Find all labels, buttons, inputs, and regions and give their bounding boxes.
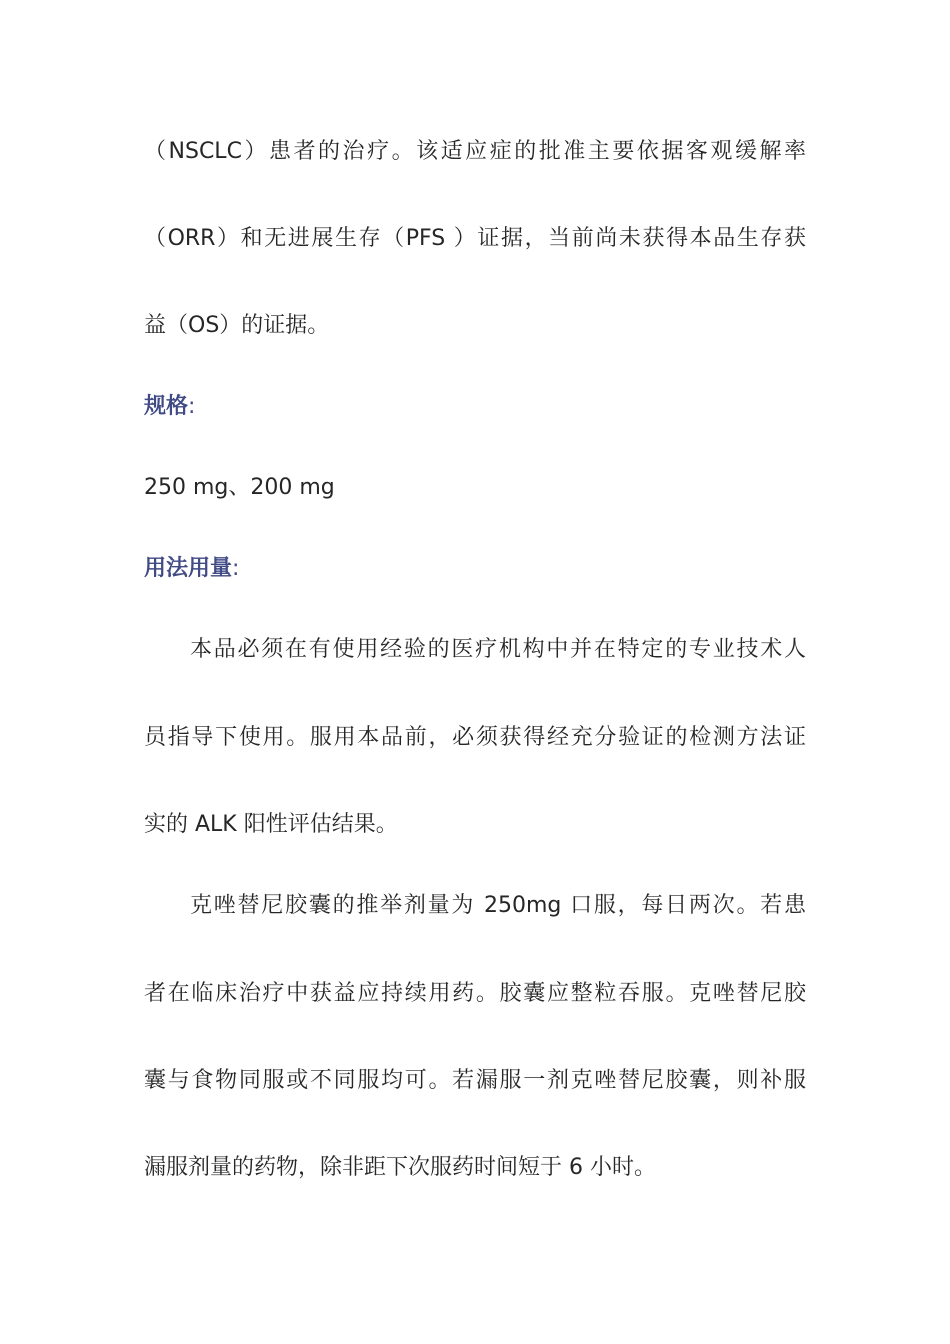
spec-heading-text: 规格 <box>144 394 189 419</box>
indication-line-3: 益（OS）的证据。 <box>144 313 330 338</box>
indication-line-2: （ORR）和无进展生存（PFS ）证据，当前尚未获得本品生存获 <box>144 226 806 251</box>
spec-heading-colon: : <box>188 394 196 419</box>
indication-line-1: （NSCLC）患者的治疗。该适应症的批准主要依据客观缓解率 <box>144 139 806 164</box>
usage-p1-line-1: 本品必须在有使用经验的医疗机构中并在特定的专业技术人 <box>190 637 806 662</box>
spec-heading <box>144 392 806 422</box>
usage-p1-line-2: 员指导下使用。服用本品前，必须获得经充分验证的检测方法证 <box>144 725 806 750</box>
usage-p2-line-4: 漏服剂量的药物，除非距下次服药时间短于 6 小时。 <box>144 1155 656 1180</box>
usage-heading-text: 用法用量 <box>144 556 233 581</box>
usage-p2-line-2: 者在临床治疗中获益应持续用药。胶囊应整粒吞服。克唑替尼胶 <box>144 981 806 1006</box>
usage-heading-colon: : <box>232 556 240 581</box>
spec-value: 250 mg、200 mg <box>144 475 335 500</box>
usage-p1-line-3: 实的 ALK 阳性评估结果。 <box>144 812 398 837</box>
usage-p2-line-1: 克唑替尼胶囊的推举剂量为 250mg 口服，每日两次。若患 <box>190 893 806 918</box>
usage-p2-line-3: 囊与食物同服或不同服均可。若漏服一剂克唑替尼胶囊，则补服 <box>144 1068 806 1093</box>
usage-heading <box>144 554 806 584</box>
